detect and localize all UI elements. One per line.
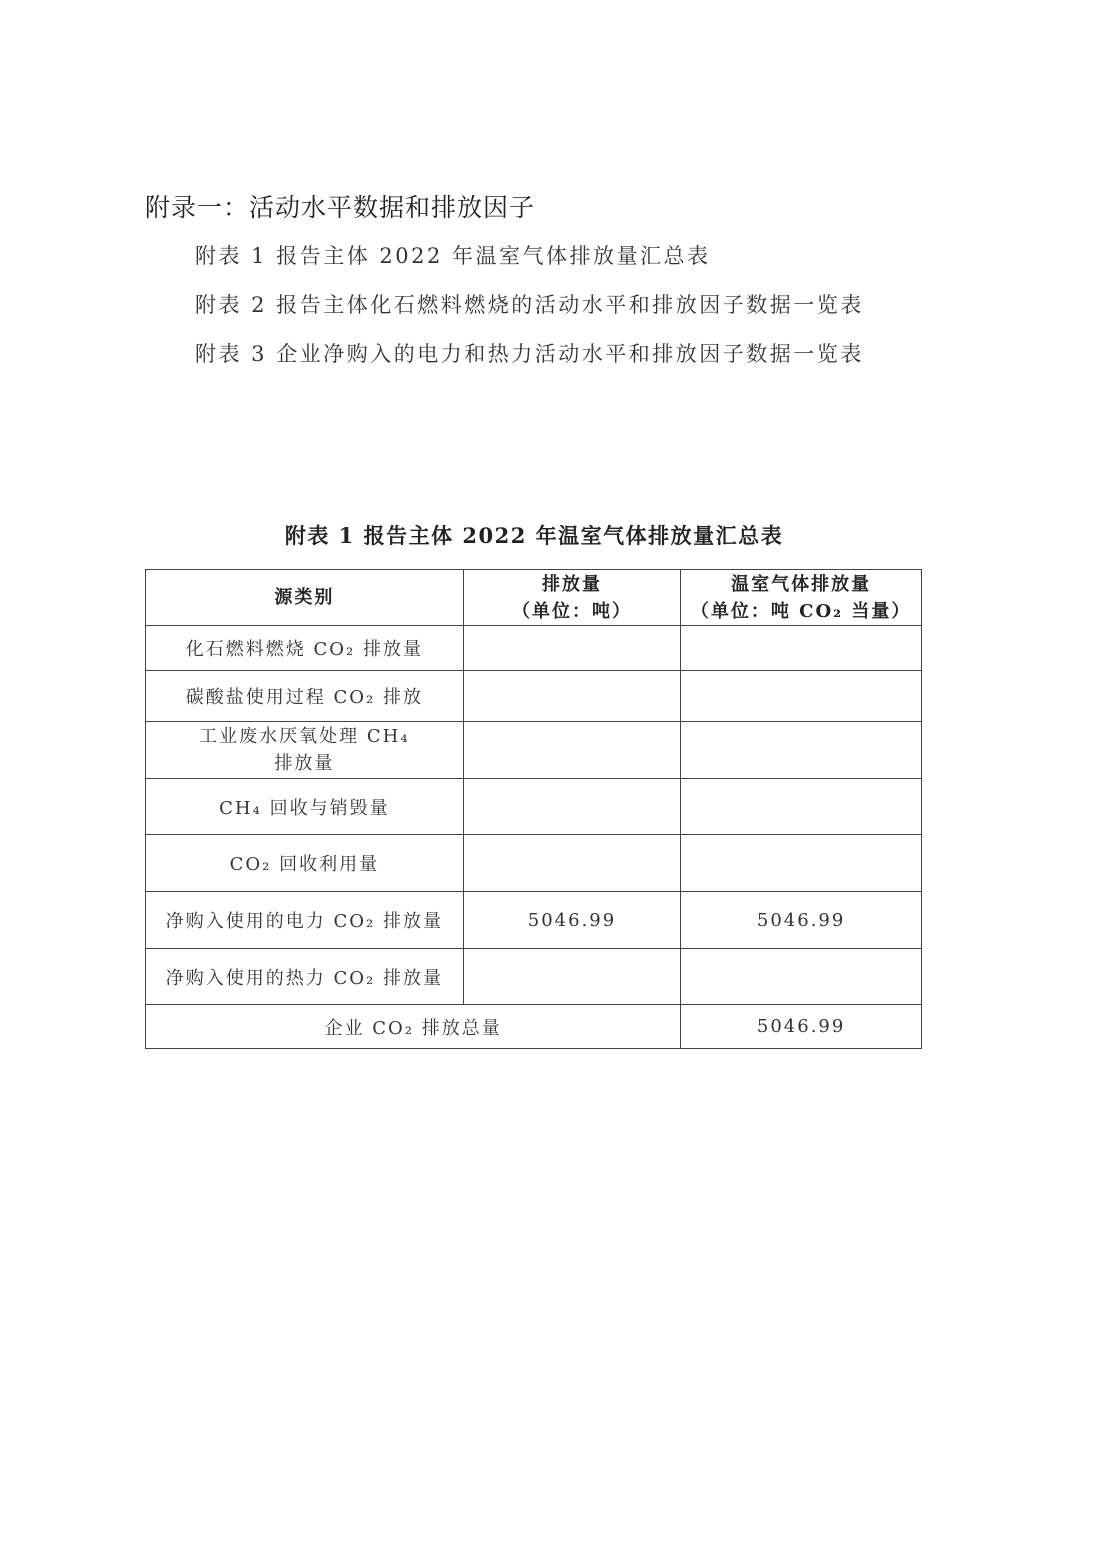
row-source: CH₄ 回收与销毁量 [146, 779, 464, 835]
row-source: 净购入使用的热力 CO₂ 排放量 [146, 949, 464, 1005]
row-source: CO₂ 回收利用量 [146, 835, 464, 892]
header-emission-title: 排放量 [541, 573, 602, 595]
row-ghg [681, 949, 922, 1005]
row-source: 碳酸盐使用过程 CO₂ 排放 [146, 671, 464, 722]
row-ghg: 5046.99 [681, 892, 922, 949]
row-source: 净购入使用的电力 CO₂ 排放量 [146, 892, 464, 949]
header-source: 源类别 [146, 570, 464, 626]
row-ghg [681, 779, 922, 835]
total-value: 5046.99 [681, 1005, 922, 1049]
row-emission [463, 671, 680, 722]
row-emission [463, 722, 680, 779]
row-source [146, 722, 464, 779]
header-ghg [681, 570, 922, 626]
row-ghg [681, 626, 922, 671]
header-emission-unit: （单位：吨） [511, 600, 632, 622]
appendix-list [195, 240, 864, 387]
row-emission [463, 779, 680, 835]
row-ghg [681, 671, 922, 722]
table-row [146, 779, 922, 835]
row-emission: 5046.99 [463, 892, 680, 949]
emissions-summary-table [145, 569, 922, 1049]
table-row [146, 892, 922, 949]
row-emission [463, 626, 680, 671]
header-ghg-title: 温室气体排放量 [731, 573, 872, 595]
table-row [146, 671, 922, 722]
row-source-line1: 工业废水厌氧处理 CH₄ [199, 726, 410, 747]
total-label: 企业 CO₂ 排放总量 [146, 1005, 681, 1049]
row-emission [463, 949, 680, 1005]
header-emission [463, 570, 680, 626]
appendix-item-2: 附表 2 报告主体化石燃料燃烧的活动水平和排放因子数据一览表 [195, 293, 864, 317]
header-ghg-unit: （单位：吨 CO₂ 当量） [690, 600, 912, 622]
row-source: 化石燃料燃烧 CO₂ 排放量 [146, 626, 464, 671]
table-row [146, 626, 922, 671]
table-row [146, 722, 922, 779]
table-caption: 附表 1 报告主体 2022 年温室气体排放量汇总表 [284, 523, 784, 548]
appendix-item-3: 附表 3 企业净购入的电力和热力活动水平和排放因子数据一览表 [195, 342, 864, 366]
table-total-row [146, 1005, 922, 1049]
row-ghg [681, 835, 922, 892]
table-header-row [146, 570, 922, 626]
row-source-line2: 排放量 [274, 753, 335, 774]
table-row [146, 835, 922, 892]
appendix-title: 附录一：活动水平数据和排放因子 [145, 193, 536, 222]
row-ghg [681, 722, 922, 779]
table-row [146, 949, 922, 1005]
appendix-item-1: 附表 1 报告主体 2022 年温室气体排放量汇总表 [195, 244, 711, 268]
row-emission [463, 835, 680, 892]
